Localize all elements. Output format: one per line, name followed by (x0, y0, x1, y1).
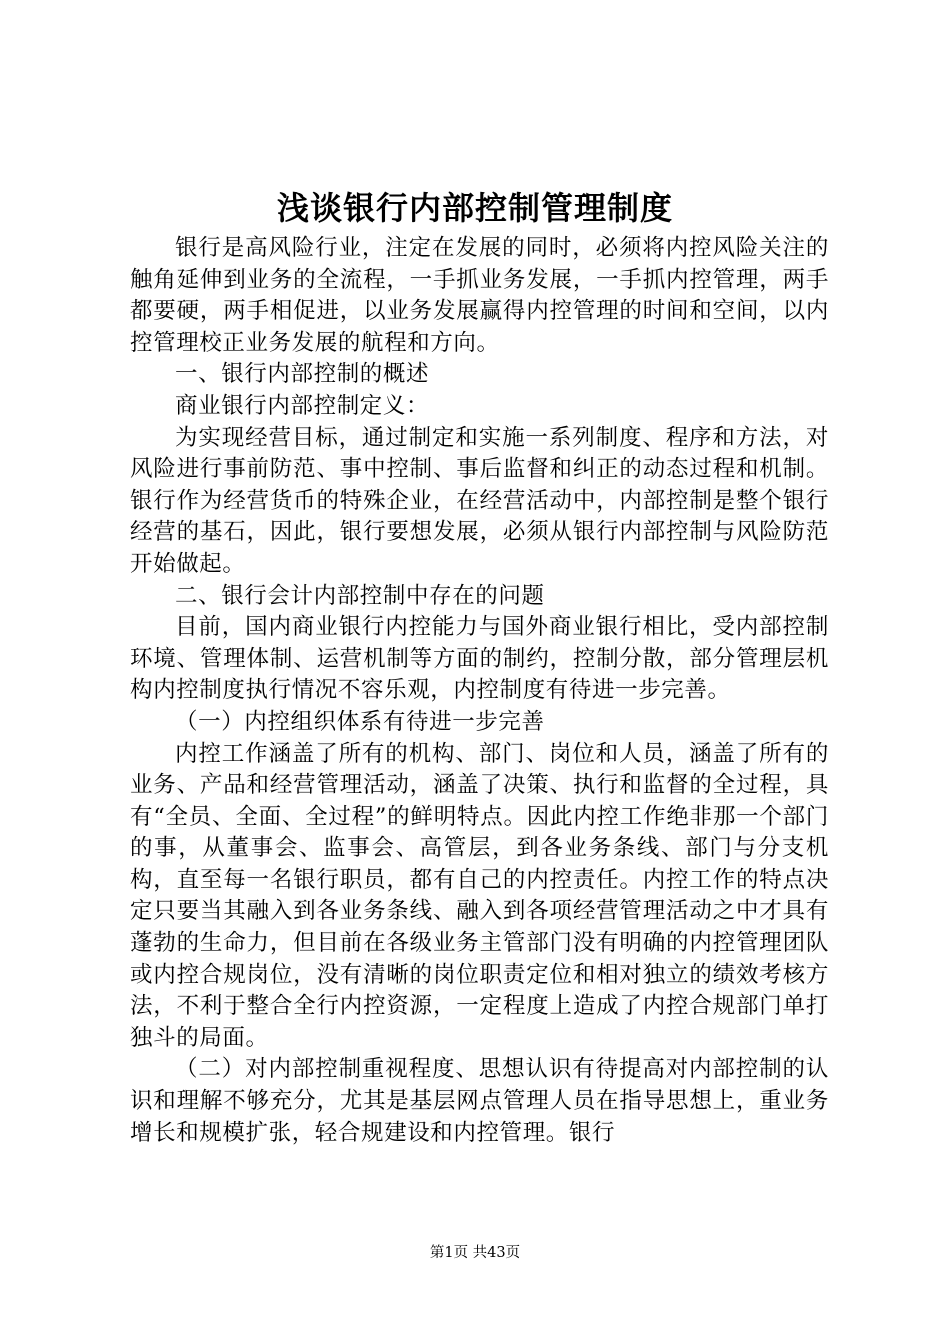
paragraph-intro: 银行是高风险行业，注定在发展的同时，必须将内控风险关注的触角延伸到业务的全流程，一手抓业务发展，一手抓内控管理，两手都要硬，两手相促进，以业务发展赢得内控管理的时间和空间，以内控管理校正业务发展的航程和方向。 (130, 235, 829, 356)
section-heading-1: 一、银行内部控制的概述 (175, 361, 430, 388)
definition-label: 商业银行内部控制定义： (175, 392, 430, 419)
paragraph-awareness: （二）对内部控制重视程度、思想认识有待提高对内部控制的认识和理解不够充分，尤其是基层网点管理人员在指导思想上，重业务增长和规模扩张，轻合规建设和内控管理。银行 (130, 1056, 829, 1146)
paragraph-organization: 内控工作涵盖了所有的机构、部门、岗位和人员，涵盖了所有的业务、产品和经营管理活动，涵盖了决策、执行和监督的全过程，具有“全员、全面、全过程”的鲜明特点。因此内控工作绝非那一个部门的事，从董事会、监事会、高管层，到各业务条线、部门与分支机构，直至每一名银行职员，都有自己的内控责任。内控工作的特点决定只要当其融入到各业务条线、融入到各项经营管理活动之中才具有蓬勃的生命力，但目前在各级业务主管部门没有明确的内控管理团队或内控合规岗位，没有清晰的岗位职责定位和相对独立的绩效考核方法，不利于整合全行内控资源，一定程度上造成了内控合规部门单打独斗的局面。 (130, 740, 829, 1051)
section-heading-2: 二、银行会计内部控制中存在的问题 (175, 582, 545, 609)
paragraph-problems: 目前，国内商业银行内控能力与国外商业银行相比，受内部控制环境、管理体制、运营机制等方面的制约，控制分散，部分管理层机构内控制度执行情况不容乐观，内控制度有待进一步完善。 (130, 614, 829, 704)
subsection-heading-1: （一）内控组织体系有待进一步完善 (175, 708, 545, 735)
page-footer: 第1页 共43页 (429, 1245, 521, 1261)
document-title: 浅谈银行内部控制管理制度 (276, 189, 673, 227)
paragraph-definition: 为实现经营目标，通过制定和实施一系列制度、程序和方法，对风险进行事前防范、事中控制、事后监督和纠正的动态过程和机制。银行作为经营货币的特殊企业，在经营活动中，内部控制是整个银行经营的基石，因此，银行要想发展，必须从银行内部控制与风险防范开始做起。 (130, 424, 829, 577)
document-body (130, 233, 829, 1149)
